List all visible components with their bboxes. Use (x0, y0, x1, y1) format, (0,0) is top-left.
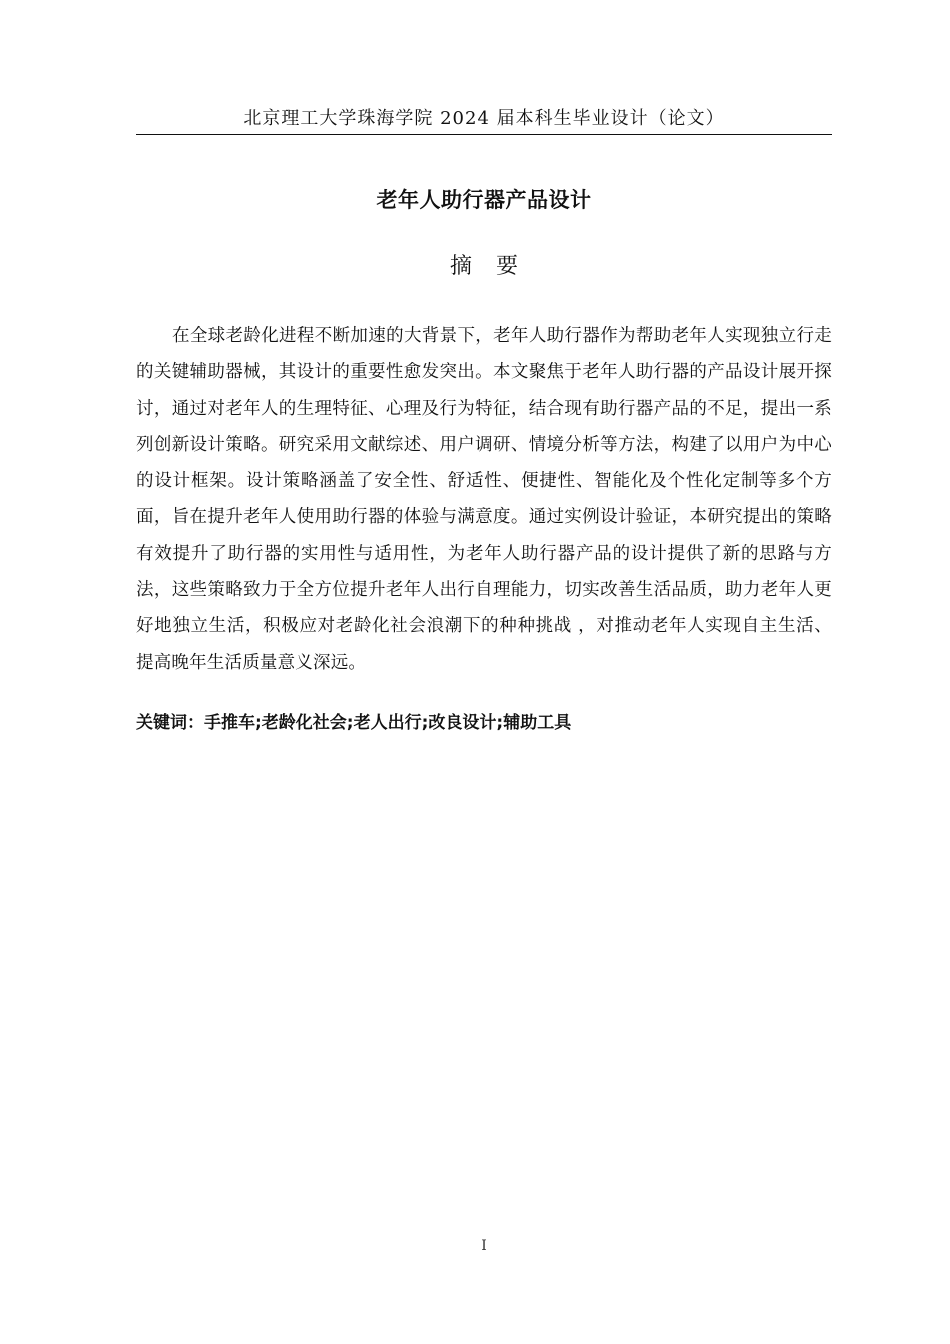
page-title: 老年人助行器产品设计 (376, 188, 592, 212)
keywords-line: 关键词：手推车;老龄化社会;老人出行;改良设计;辅助工具 (136, 713, 572, 733)
page-number: I (481, 1238, 487, 1254)
header-divider (136, 134, 832, 135)
abstract-body: 在全球老龄化进程不断加速的大背景下，老年人助行器作为帮助老年人实现独立行走的关键辅助器械，其设计的重要性愈发突出。本文聚焦于老年人助行器的产品设计展开探讨，通过对老年人的生理特征、心理及行为特征，结合现有助行器产品的不足，提出一系列创新设计策略。研究采用文献综述、用户调研、情境分析等方法，构建了以用户为中心的设计框架。设计策略涵盖了安全性、舒适性、便捷性、智能化及个性化定制等多个方面，旨在提升老年人使用助行器的体验与满意度。通过实例设计验证，本研究提出的策略有效提升了助行器的实用性与适用性，为老年人助行器产品的设计提供了新的思路与方法，这些策略致力于全方位提升老年人出行自理能力，切实改善生活品质，助力老年人更好地独立生活，积极应对老龄化社会浪潮下的种种挑战 ，对推动老年人实现自主生活、提高晚年生活质量意义深远。 (136, 326, 832, 673)
running-header: 北京理工大学珠海学院 2024 届本科生毕业设计（论文） (243, 108, 725, 129)
abstract-heading: 摘要 (449, 254, 542, 279)
